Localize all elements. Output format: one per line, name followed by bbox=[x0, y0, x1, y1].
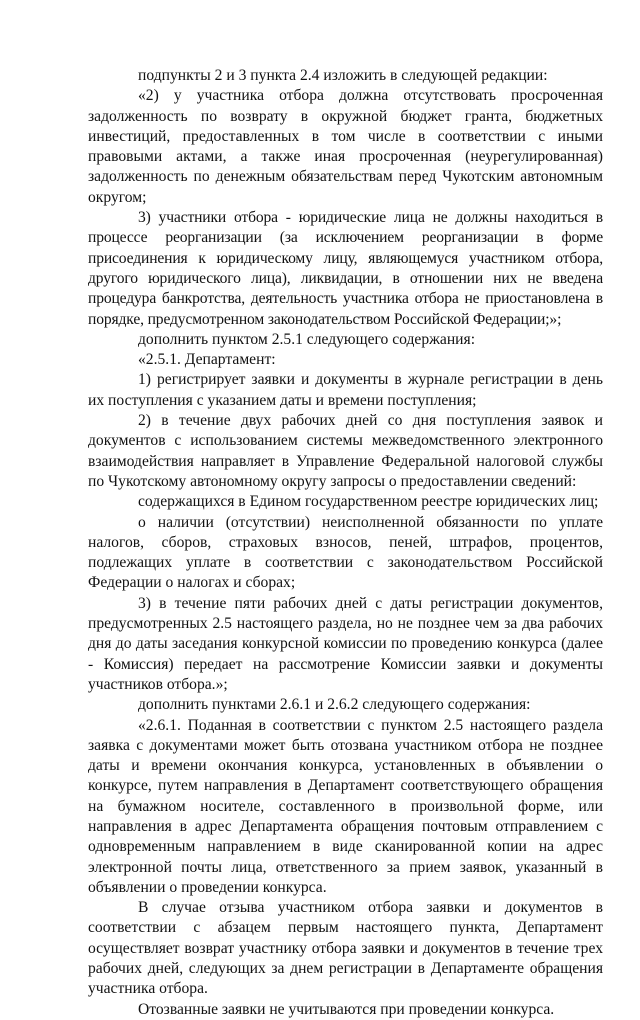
clause-2-5-1-item-2-sub-b: о наличии (отсутствии) неисполненной обязанности по уплате налогов, сборов, страховых взносов, пеней, штрафов, процентов, подлежащих уплате в соответствии с законодательством Российской Федерации о налогах и сборах; bbox=[88, 513, 603, 592]
subitem-2-text: «2) у участника отбора должна отсутствовать просроченная задолженность по возврату в окружной бюджет гранта, бюджетных инвестиций, предоставленных в том числе в соответствии с иными правовыми актами, а также иная просроченная (неурегулированная) задолженность по денежным обязательствам перед Чукотским автономным округом; bbox=[88, 87, 603, 206]
subitem-3-text: 3) участники отбора - юридические лица не должны находиться в процессе реорганизации (за исключением реорганизации в форме присоединения к юридическому лицу, являющемуся участником отбора, другого юридического лица), ликвидации, в отношении них не введена процедура банкротства, деятельность участника отбора не приостановлена в порядке, предусмотренном законодательством Российской Федерации;»; bbox=[88, 209, 603, 328]
clause-2-6-1-text: «2.6.1. Поданная в соответствии с пунктом 2.5 настоящего раздела заявка с документами может быть отозвана участником отбора не позднее даты и времени окончания конкурса, установленных в объявлении о конкурсе, путем направления в Департамент соответствующего обращения на бумажном носителе, составленного в произвольной форме, или направления в адрес Департамента обращения почтовым отправлением с одновременным направлением в виде сканированной копии на адрес электронной почты лица, ответственного за прием заявок, указанный в объявлении о проведении конкурса. bbox=[88, 716, 603, 896]
clause-2-6-1-withdrawal: В случае отзыва участником отбора заявки и документов в соответствии с абзацем первым настоящего пункта, Департамент осуществляет возврат участнику отбора заявки и документов в течение трех рабочих дней, следующих за днем регистрации в Департаменте обращения участника отбора. bbox=[88, 899, 603, 998]
clause-2-5-1-item-1: 1) регистрирует заявки и документы в журнале регистрации в день их поступления с указанием даты и времени поступления; bbox=[88, 371, 603, 409]
amendment-intro-2-5-1: дополнить пунктом 2.5.1 следующего содержания: bbox=[138, 330, 476, 348]
amendment-intro-2-4: подпункты 2 и 3 пункта 2.4 изложить в следующей редакции: bbox=[138, 67, 548, 84]
clause-2-5-1-heading: «2.5.1. Департамент: bbox=[138, 351, 276, 369]
clause-2-5-1-item-3: 3) в течение пяти рабочих дней с даты регистрации документов, предусмотренных 2.5 настоящего раздела, но не позднее чем за два рабочих дня до даты заседания конкурсной комиссии по проведению конкурса (далее - Комиссия) передает на рассмотрение Комиссии заявки и документы участников отбора.»; bbox=[88, 594, 603, 693]
clause-2-5-1-item-2: 2) в течение двух рабочих дней со дня поступления заявок и документов с использованием системы межведомственного электронного взаимодействия направляет в Управление Федеральной налоговой службы по Чукотскому автономному округу запросы о предоставлении сведений: bbox=[88, 412, 603, 490]
clause-2-5-1-item-2-sub-a: содержащихся в Едином государственном реестре юридических лиц; bbox=[138, 493, 599, 511]
clause-2-6-1-note: Отозванные заявки не учитываются при проведении конкурса. bbox=[138, 1000, 555, 1018]
document-page bbox=[88, 66, 603, 1020]
amendment-intro-2-6: дополнить пунктами 2.6.1 и 2.6.2 следующего содержания: bbox=[138, 696, 531, 714]
